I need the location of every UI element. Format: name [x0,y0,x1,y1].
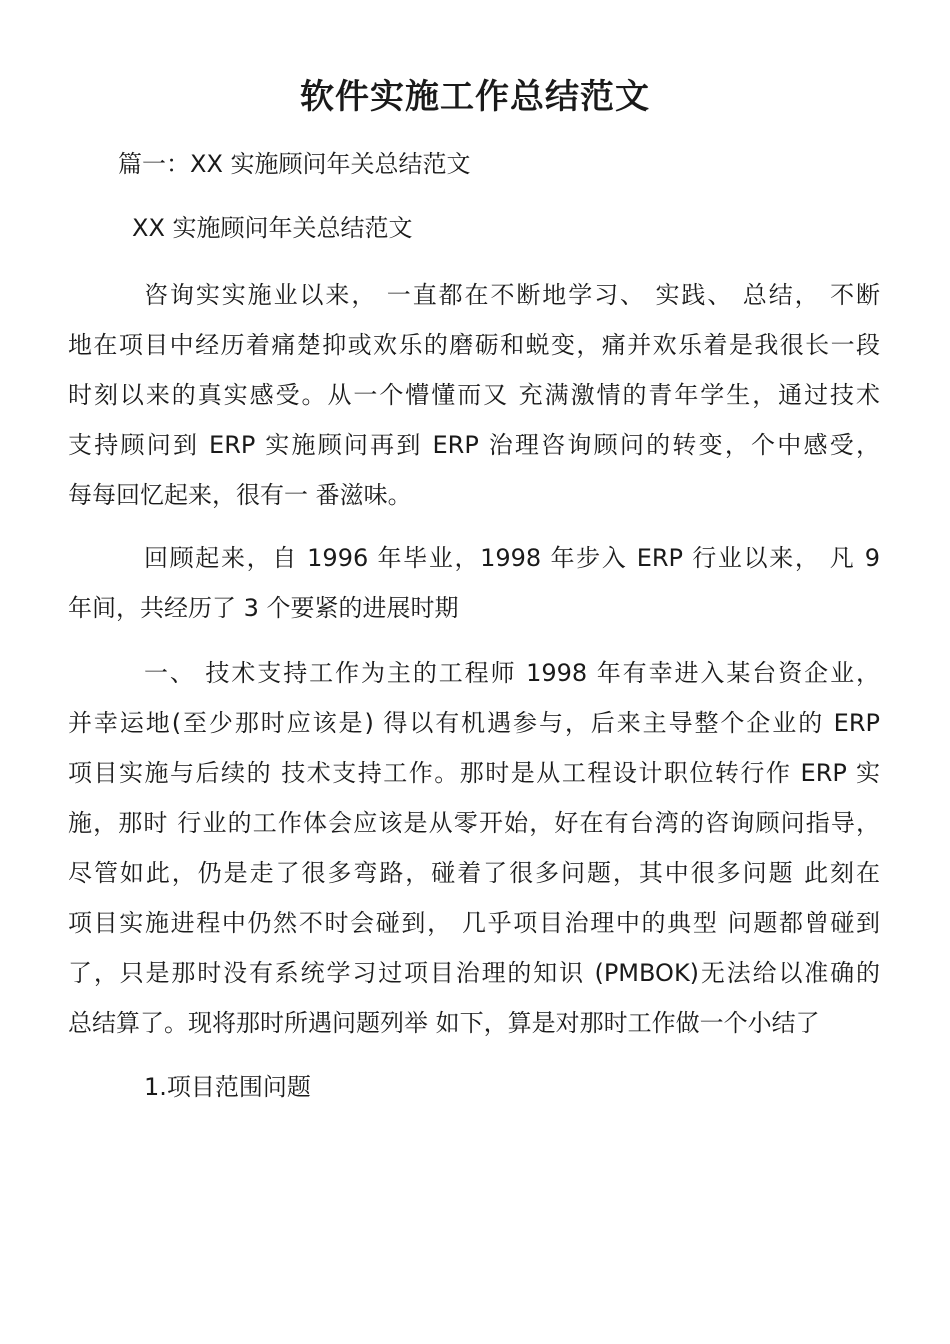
paragraph-line: 并幸运地(至少那时应该是) 得以有机遇参与，后来主导整个企业的 ERP [68,709,880,737]
paragraph-line: 一、 技术支持工作为主的工程师 1998 年有幸进入某台资企业， [144,659,880,687]
paragraph-line: 项目实施进程中仍然不时会碰到， 几乎项目治理中的典型 问题都曾碰到 [68,909,880,937]
paragraph-line: 时刻以来的真实感受。从一个懵懂而又 充满激情的青年学生，通过技术 [68,381,880,409]
paragraph-line: 回顾起来，自 1996 年毕业，1998 年步入 ERP 行业以来， 凡 9 [144,544,880,572]
paragraph-line: 尽管如此，仍是走了很多弯路，碰着了很多问题，其中很多问题 此刻在 [68,859,880,887]
list-item-scope: 1.项目范围问题 [144,1073,311,1101]
paragraph-intro [68,270,880,520]
paragraph-line: 年间，共经历了 3 个要紧的进展时期 [68,594,459,622]
paragraph-review [68,533,880,633]
section-heading: 篇一：XX 实施顾问年关总结范文 [118,150,471,178]
paragraph-line: 咨询实实施业以来， 一直都在不断地学习、 实践、 总结， 不断 [144,281,880,309]
paragraph-line: 项目实施与后续的 技术支持工作。那时是从工程设计职位转行作 ERP 实 [68,759,880,787]
paragraph-line: 了，只是那时没有系统学习过项目治理的知识 (PMBOK)无法给以准确的 [68,959,880,987]
paragraph-line: 每每回忆起来，很有一 番滋味。 [68,481,412,509]
article-title: XX 实施顾问年关总结范文 [132,214,413,242]
paragraph-line: 施，那时 行业的工作体会应该是从零开始，好在有台湾的咨询顾问指导， [68,809,880,837]
paragraph-line: 总结算了。现将那时所遇问题列举 如下，算是对那时工作做一个小结了 [68,1009,820,1037]
paragraph-line: 支持顾问到 ERP 实施顾问再到 ERP 治理咨询顾问的转变，个中感受， [68,431,880,459]
document-title: 软件实施工作总结范文 [300,77,650,117]
paragraph-stage-one [68,648,880,1048]
paragraph-line: 地在项目中经历着痛楚抑或欢乐的磨砺和蜕变，痛并欢乐着是我很长一段 [68,331,880,359]
